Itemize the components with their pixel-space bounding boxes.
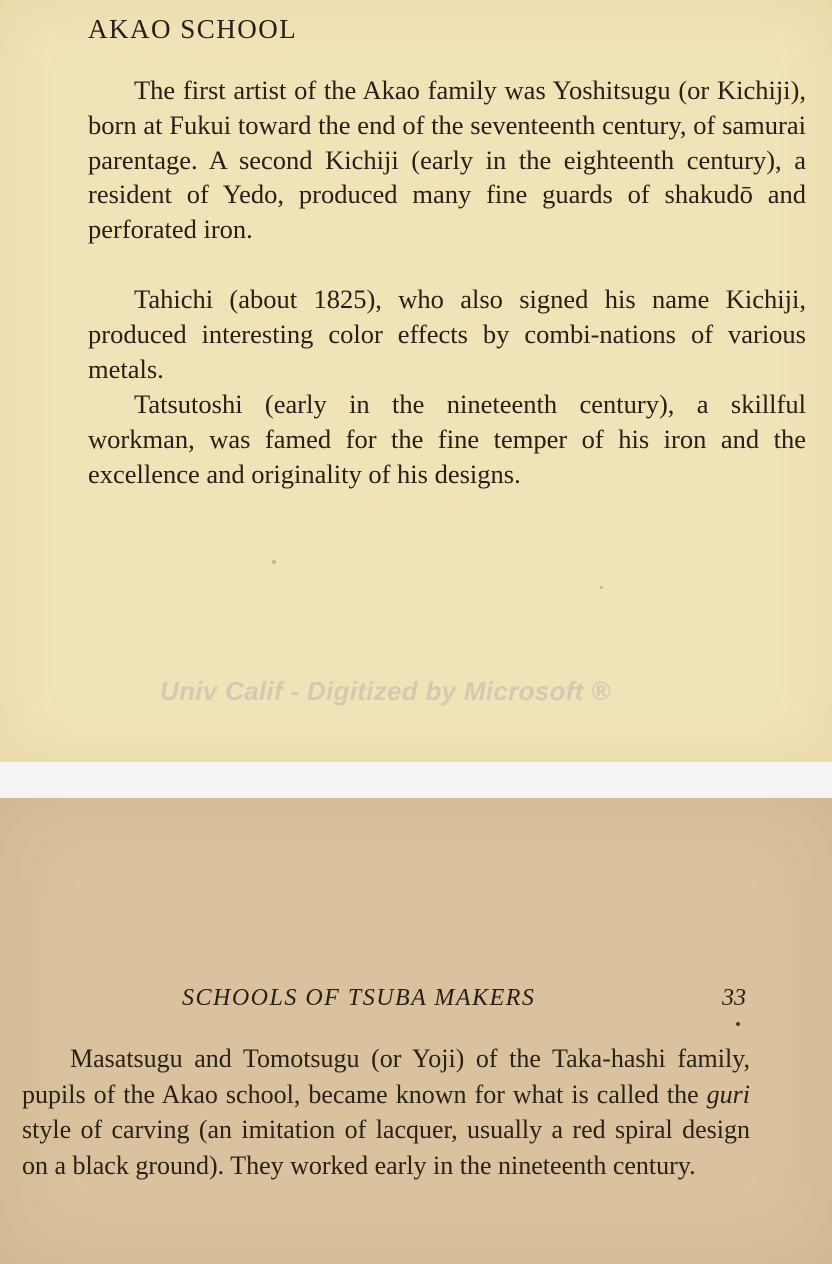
paragraph-text: The first artist of the Akao family was Yoshitsugu (or Kichiji), born at Fukui toward the end of the seventeenth century, of samurai parentage. A second Kichiji (early in the eighteenth century), a resident of Yedo, produced many fine guards of shakudō and perforated iron. — [88, 75, 806, 245]
page-separator — [0, 762, 832, 798]
paragraph-tatsutoshi — [88, 387, 806, 491]
paragraph-text: Tatsutoshi (early in the nineteenth century), a skillful workman, was famed for the fine temper of his iron and the excellence and originality of his designs. — [88, 389, 806, 489]
paragraph-text: Tahichi (about 1825), who also signed his name Kichiji, produced interesting color effects by combi-nations of various metals. — [88, 284, 806, 384]
paper-speck — [272, 560, 276, 564]
page-number: 33 — [722, 985, 746, 1011]
digitization-watermark: Univ Calif - Digitized by Microsoft ® — [160, 676, 611, 706]
italic-term: guri — [706, 1079, 750, 1109]
paragraph-akao-family — [88, 73, 806, 247]
running-title: SCHOOLS OF TSUBA MAKERS — [182, 985, 536, 1011]
paragraph-tahichi — [88, 282, 806, 386]
paper-speck — [600, 586, 603, 589]
section-heading: AKAO SCHOOL — [88, 14, 298, 44]
paragraph-text-end: style of carving (an imitation of lacquer, usually a red spiral design on a black ground). They worked early in the nineteenth century. — [22, 1115, 750, 1180]
bottom-page — [0, 798, 832, 1264]
paragraph-masatsugu — [22, 1041, 750, 1183]
page-dot — [736, 1022, 740, 1026]
paragraph-text-start: Masatsugu and Tomotsugu (or Yoji) of the Taka-hashi family, pupils of the Akao school, became known for what is called the — [22, 1044, 750, 1109]
